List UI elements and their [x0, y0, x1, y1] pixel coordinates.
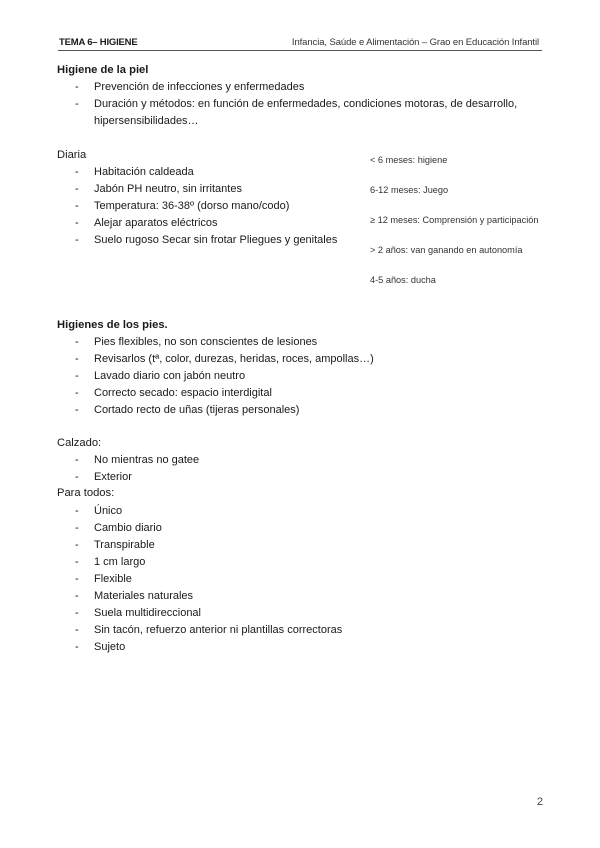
list-calzado — [57, 452, 199, 486]
section-title-diaria: Diaria — [57, 149, 87, 161]
list-item: - Prevención de infecciones y enfermedades — [75, 81, 305, 93]
list-pies — [57, 334, 374, 419]
section-title-pies: Higienes de los pies. — [57, 319, 168, 331]
list-item: - Materiales naturales — [75, 590, 194, 602]
list-item: - Revisarlos (tª, color, durezas, heridas, roces, ampollas…) — [75, 353, 374, 365]
age-note: > 2 años: van ganando en autonomía — [370, 245, 523, 255]
list-item: - Correcto secado: espacio interdigital — [75, 387, 272, 399]
age-note: < 6 meses: higiene — [370, 155, 448, 165]
age-notes — [370, 153, 538, 303]
section-title-calzado: Calzado: — [57, 437, 102, 449]
list-item: - Suelo rugoso Secar sin frotar Pliegues y genitales — [75, 234, 338, 246]
list-item: - Único — [75, 505, 123, 517]
list-item: - Suela multidireccional — [75, 607, 201, 619]
list-item: - Alejar aparatos eléctricos — [75, 217, 218, 229]
list-item: - Cortado recto de uñas (tijeras personales) — [75, 404, 300, 416]
list-item: - Jabón PH neutro, sin irritantes — [75, 183, 242, 195]
page-header — [58, 36, 542, 51]
list-item: - Sujeto — [75, 641, 126, 653]
section-title-piel: Higiene de la piel — [57, 64, 149, 76]
list-item: - Habitación caldeada — [75, 166, 194, 178]
list-piel — [57, 79, 534, 130]
list-diaria — [57, 164, 337, 249]
list-item: - Sin tacón, refuerzo anterior ni plantillas correctoras — [75, 624, 343, 636]
age-note: 4-5 años: ducha — [370, 275, 436, 285]
list-item: - Transpirable — [75, 539, 155, 551]
header-topic: TEMA 6– HIGIENE — [59, 37, 138, 48]
header-course: Infancia, Saúde e Alimentación – Grao en Educación Infantil — [291, 37, 539, 48]
list-item: - Cambio diario — [75, 522, 162, 534]
section-title-para-todos: Para todos: — [57, 487, 115, 499]
list-para-todos — [57, 503, 342, 656]
list-item: - 1 cm largo — [75, 556, 146, 568]
list-item: - Pies flexibles, no son conscientes de lesiones — [75, 336, 318, 348]
age-note: ≥ 12 meses: Comprensión y participación — [370, 215, 539, 225]
list-item: - No mientras no gatee — [75, 454, 200, 466]
list-item: - Flexible — [75, 573, 132, 585]
page-number: 2 — [536, 796, 543, 808]
list-item: - Duración y métodos: en función de enfermedades, condiciones motoras, de desarrollo, hipersensibilidades… — [75, 98, 518, 127]
age-note: 6-12 meses: Juego — [370, 185, 449, 195]
list-item: - Exterior — [75, 471, 132, 483]
list-item: - Lavado diario con jabón neutro — [75, 370, 246, 382]
list-item: - Temperatura: 36-38º (dorso mano/codo) — [75, 200, 290, 212]
